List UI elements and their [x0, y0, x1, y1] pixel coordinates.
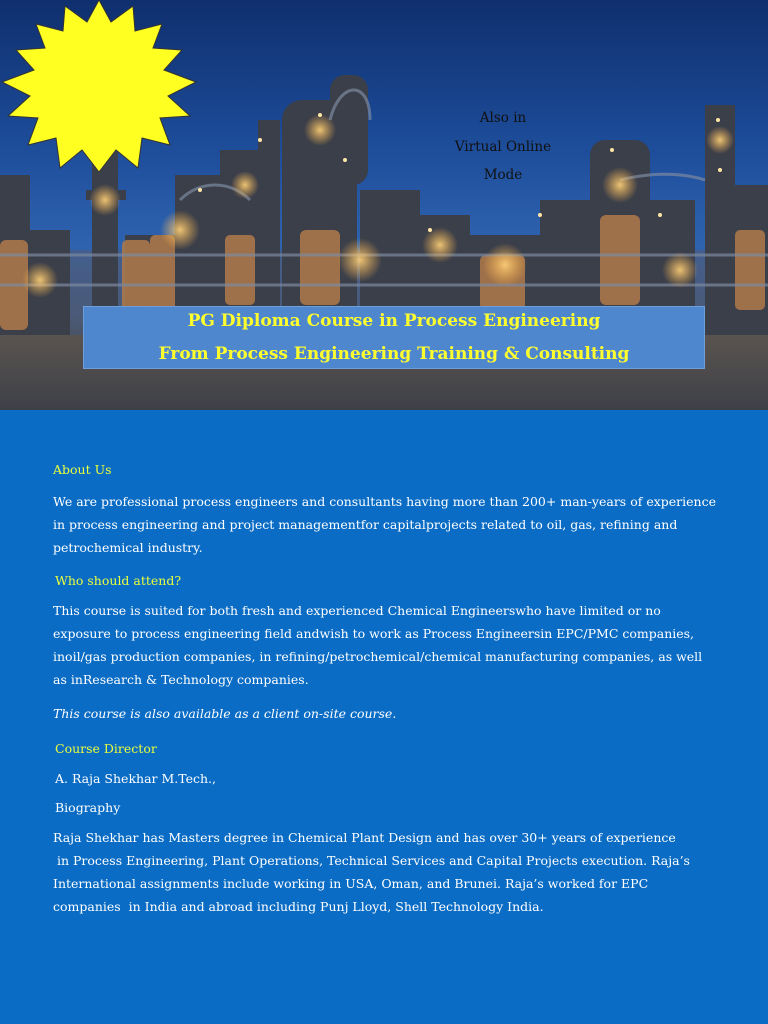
- paragraph-line: in Process Engineering, Plant Operations, Technical Services and Capital Projects execution. Raja’s: [53, 853, 690, 868]
- course-title-banner: [83, 306, 705, 369]
- paragraph-line: companies in India and abroad including Punj Lloyd, Shell Technology India.: [53, 899, 544, 914]
- paragraph-line: This course is suited for both fresh and experienced Chemical Engineerswho have limited or no: [53, 603, 661, 618]
- attend-heading: Who should attend?: [55, 573, 182, 588]
- paragraph-line: inoil/gas production companies, in refining/petrochemical/chemical manufacturing companies, as well: [53, 649, 703, 664]
- starburst-line: Virtual Online: [454, 138, 552, 155]
- paragraph-line: Raja Shekhar has Masters degree in Chemical Plant Design and has over 30+ years of experience: [53, 830, 676, 845]
- paragraph-line: as inResearch & Technology companies.: [53, 672, 309, 687]
- starburst-text: [404, 104, 602, 190]
- banner-title: PG Diploma Course in Process Engineering: [187, 311, 601, 331]
- biography-paragraph: [53, 826, 713, 918]
- director-heading: Course Director: [55, 741, 157, 756]
- paragraph-line: We are professional process engineers and consultants having more than 200+ man-years of experience: [53, 494, 716, 509]
- onsite-note: This course is also available as a client on-site course.: [53, 706, 397, 721]
- biography-label: Biography: [55, 800, 121, 815]
- about-heading: About Us: [53, 462, 112, 477]
- starburst-line: Mode: [483, 167, 523, 183]
- paragraph-line: International assignments include working in USA, Oman, and Brunei. Raja’s worked for EPC: [53, 876, 649, 891]
- paragraph-line: petrochemical industry.: [53, 540, 203, 555]
- paragraph-line: exposure to process engineering field andwish to work as Process Engineersin EPC/PMC companies,: [53, 626, 695, 641]
- starburst-line: Also in: [479, 110, 527, 126]
- paragraph-line: in process engineering and project managementfor capitalprojects related to oil, gas, refining and: [53, 517, 678, 532]
- starburst-badge: [0, 0, 198, 172]
- attend-paragraph: [53, 599, 713, 691]
- director-name: A. Raja Shekhar M.Tech.,: [55, 771, 216, 786]
- refinery-hero-image: [0, 0, 768, 410]
- banner-subtitle: From Process Engineering Training & Consulting: [158, 344, 630, 364]
- about-paragraph: [53, 490, 716, 559]
